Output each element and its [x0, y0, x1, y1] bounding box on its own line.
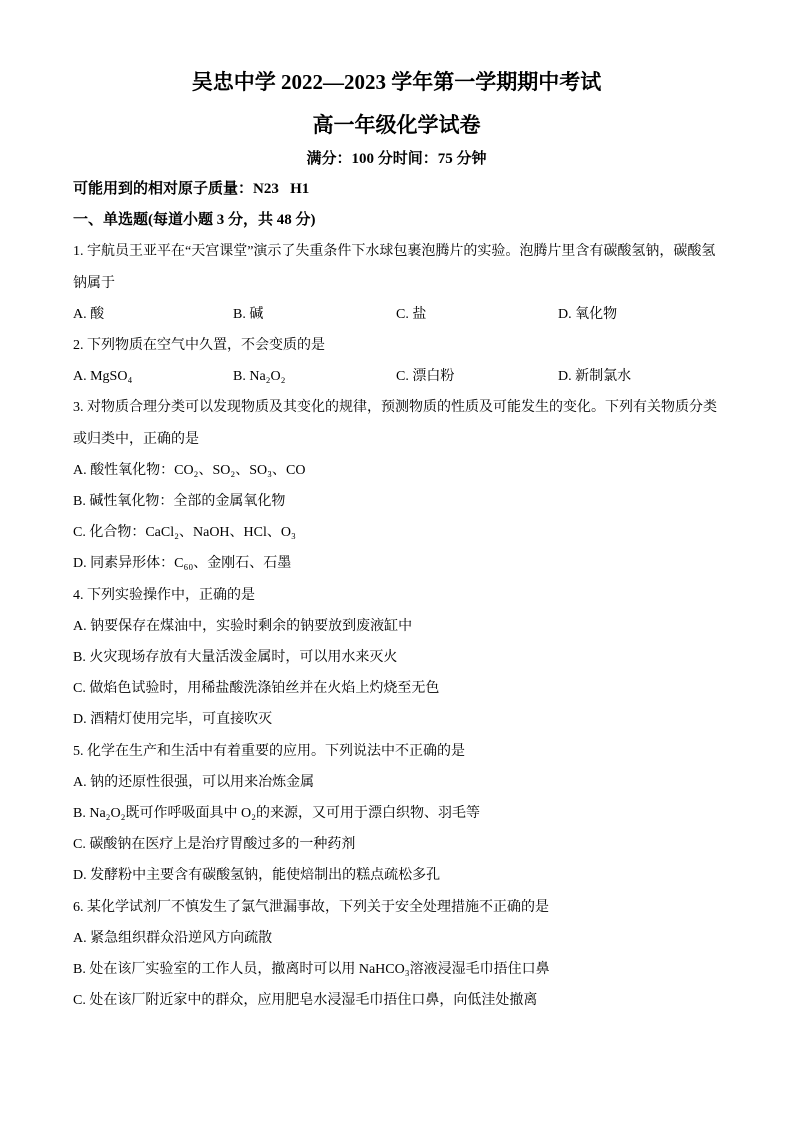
question-stem: 5. 化学在生产和生活中有着重要的应用。下列说法中不正确的是 [73, 743, 465, 759]
option-c: C. 处在该厂附近家中的群众，应用肥皂水浸湿毛巾捂住口鼻，向低洼处撤离 [73, 993, 538, 1009]
question-2 [73, 330, 723, 392]
options-row [73, 299, 723, 330]
option-b: B. 处在该厂实验室的工作人员，撤离时可以用 NaHCO₃溶液浸湿毛巾捂住口鼻 [73, 962, 550, 978]
option-a: A. MgSO₄ [73, 369, 133, 385]
question-4 [73, 580, 723, 736]
option-c: C. 漂白粉 [396, 369, 455, 385]
question-stem: 1. 宇航员王亚平在“天宫课堂”演示了失重条件下水球包裹泡腾片的实验。泡腾片里含有碳酸氢钠，碳酸氢钠属于 [73, 244, 716, 291]
options-row [73, 361, 723, 392]
question-stem: 3. 对物质合理分类可以发现物质及其变化的规律，预测物质的性质及可能发生的变化。下列有关物质分类或归类中，正确的是 [73, 400, 717, 447]
exam-subtitle: 高一年级化学试卷 [312, 113, 481, 137]
question-stem: 2. 下列物质在空气中久置，不会变质的是 [73, 337, 325, 353]
option-c: C. 化合物：CaCl₂、NaOH、HCl、O₃ [73, 525, 296, 541]
exam-content [73, 174, 723, 1016]
option-d: D. 同素异形体：C₆₀、金刚石、石墨 [73, 556, 292, 572]
question-6 [73, 892, 723, 1017]
section-heading: 一、单选题(每道小题 3 分，共 48 分) [73, 212, 316, 229]
atomic-mass-note: 可能用到的相对原子质量：N23 H1 [73, 181, 310, 197]
exam-info: 满分：100 分时间：75 分钟 [306, 151, 487, 167]
option-b: B. 碱性氧化物：全部的金属氧化物 [73, 493, 286, 509]
option-b: B. 碱 [233, 306, 264, 322]
question-stem: 6. 某化学试剂厂不慎发生了氯气泄漏事故，下列关于安全处理措施不正确的是 [73, 899, 549, 915]
option-a: A. 酸 [73, 306, 105, 322]
option-c: C. 碳酸钠在医疗上是治疗胃酸过多的一种药剂 [73, 837, 356, 853]
option-b: B. 火灾现场存放有大量活泼金属时，可以用水来灭火 [73, 649, 398, 665]
question-3 [73, 392, 723, 579]
question-5 [73, 736, 723, 892]
option-c: C. 盐 [396, 306, 427, 322]
option-d: D. 新制氯水 [558, 369, 632, 385]
option-a: A. 酸性氧化物：CO₂、SO₂、SO₃、CO [73, 462, 306, 478]
option-b: B. Na₂O₂ [233, 369, 286, 385]
option-c: C. 做焰色试验时，用稀盐酸洗涤铂丝并在火焰上灼烧至无色 [73, 681, 440, 697]
option-d: D. 酒精灯使用完毕，可直接吹灭 [73, 712, 273, 728]
question-1 [73, 236, 723, 330]
option-b: B. Na₂O₂既可作呼吸面具中 O₂的来源，又可用于漂白织物、羽毛等 [73, 806, 481, 821]
exam-title: 吴忠中学 2022—2023 学年第一学期期中考试 [191, 70, 602, 94]
option-a: A. 钠要保存在煤油中，实验时剩余的钠要放到废液缸中 [73, 618, 413, 634]
option-d: D. 发酵粉中主要含有碳酸氢钠，能使焙制出的糕点疏松多孔 [73, 868, 441, 884]
option-a: A. 紧急组织群众沿逆风方向疏散 [73, 930, 273, 946]
question-stem: 4. 下列实验操作中，正确的是 [73, 587, 255, 603]
option-a: A. 钠的还原性很强，可以用来冶炼金属 [73, 774, 315, 790]
option-d: D. 氧化物 [558, 306, 618, 322]
